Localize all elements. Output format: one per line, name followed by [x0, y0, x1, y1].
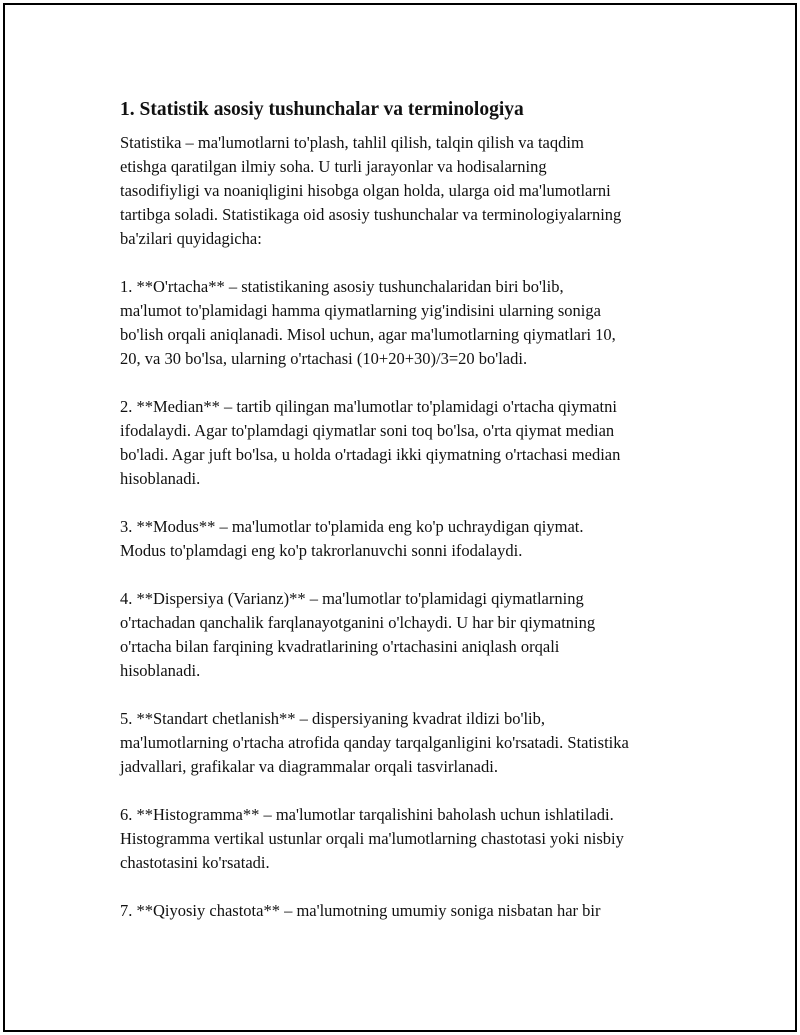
text-line: Histogramma vertikal ustunlar orqali ma'lumotlarning chastotasi yoki nisbiy [120, 829, 624, 848]
text-line: ma'lumotlarning o'rtacha atrofida qanday tarqalganligini ko'rsatadi. Statistika [120, 733, 629, 752]
term-paragraph-median [120, 395, 700, 491]
text-line: 3. **Modus** – ma'lumotlar to'plamida eng ko'p uchraydigan qiymat. [120, 517, 584, 536]
text-line: 20, va 30 bo'lsa, ularning o'rtachasi (10+20+30)/3=20 bo'ladi. [120, 349, 528, 368]
text-line: etishga qaratilgan ilmiy soha. U turli jarayonlar va hodisalarning [120, 157, 547, 176]
text-line: o'rtachadan qanchalik farqlanayotganini o'lchaydi. U har bir qiymatning [120, 613, 596, 632]
text-line: 1. **O'rtacha** – statistikaning asosiy tushunchalaridan biri bo'lib, [120, 277, 564, 296]
text-line: hisoblanadi. [120, 661, 201, 680]
term-paragraph-histogramma [120, 803, 700, 875]
text-line: hisoblanadi. [120, 469, 201, 488]
text-line: bo'ladi. Agar juft bo'lsa, u holda o'rtadagi ikki qiymatning o'rtachasi median [120, 445, 621, 464]
text-line: chastotasini ko'rsatadi. [120, 853, 270, 872]
text-line: Modus to'plamdagi eng ko'p takrorlanuvchi sonni ifodalaydi. [120, 541, 523, 560]
term-paragraph-modus [120, 515, 700, 563]
term-paragraph-qiyosiy-chastota [120, 899, 700, 923]
text-line: 6. **Histogramma** – ma'lumotlar tarqalishini baholash uchun ishlatiladi. [120, 805, 614, 824]
text-line: Statistika – ma'lumotlarni to'plash, tahlil qilish, talqin qilish va taqdim [120, 133, 584, 152]
document-body [120, 97, 700, 947]
text-line: ba'zilari quyidagicha: [120, 229, 262, 248]
text-line: 5. **Standart chetlanish** – dispersiyaning kvadrat ildizi bo'lib, [120, 709, 546, 728]
text-line: bo'lish orqali aniqlanadi. Misol uchun, agar ma'lumotlarning qiymatlari 10, [120, 325, 616, 344]
term-paragraph-dispersiya [120, 587, 700, 683]
term-paragraph-ortacha [120, 275, 700, 371]
text-line: 7. **Qiyosiy chastota** – ma'lumotning umumiy soniga nisbatan har bir [120, 901, 601, 920]
text-line: jadvallari, grafikalar va diagrammalar orqali tasvirlanadi. [120, 757, 498, 776]
text-line: o'rtacha bilan farqining kvadratlarining o'rtachasini aniqlash orqali [120, 637, 560, 656]
intro-paragraph [120, 131, 700, 251]
text-line: tasodifiyligi va noaniqligini hisobga olgan holda, ularga oid ma'lumotlarni [120, 181, 611, 200]
page-frame [3, 3, 797, 1032]
text-line: ifodalaydi. Agar to'plamdagi qiymatlar soni toq bo'lsa, o'rta qiymat median [120, 421, 615, 440]
text-line: 4. **Dispersiya (Varianz)** – ma'lumotlar to'plamidagi qiymatlarning [120, 589, 584, 608]
text-line: tartibga soladi. Statistikaga oid asosiy tushunchalar va terminologiyalarning [120, 205, 622, 224]
section-heading: 1. Statistik asosiy tushunchalar va terminologiya [120, 99, 524, 120]
text-line: ma'lumot to'plamidagi hamma qiymatlarning yig'indisini ularning soniga [120, 301, 601, 320]
text-line: 2. **Median** – tartib qilingan ma'lumotlar to'plamidagi o'rtacha qiymatni [120, 397, 617, 416]
term-paragraph-standart-chetlanish [120, 707, 700, 779]
